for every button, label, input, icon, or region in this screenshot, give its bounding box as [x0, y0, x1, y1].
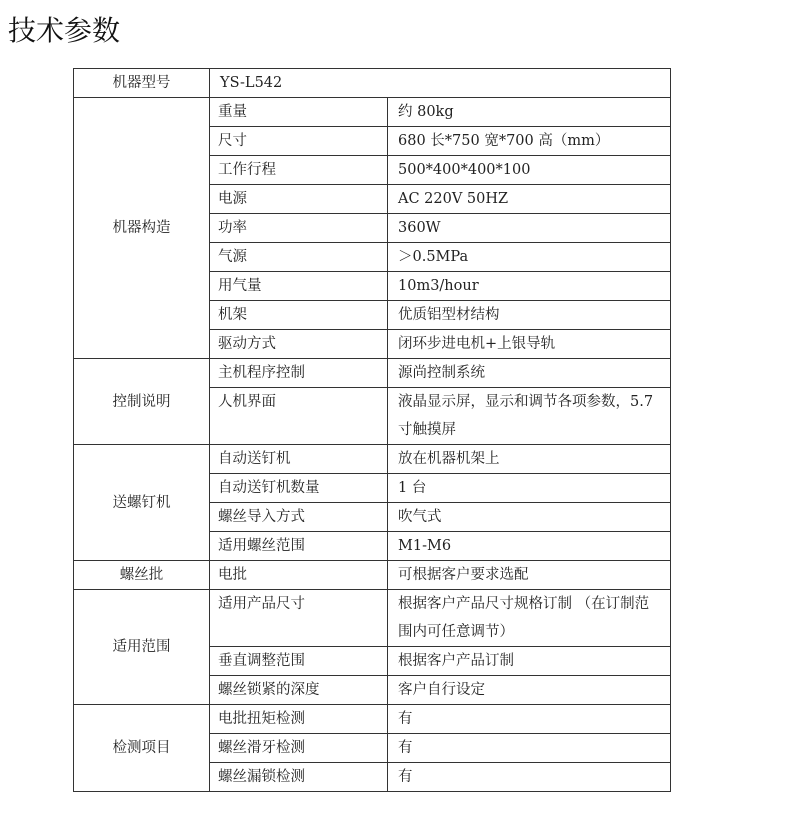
model-label: 机器型号	[74, 69, 210, 98]
param-value: 根据客户产品尺寸规格订制 （在订制范围内可任意调节）	[388, 590, 671, 647]
param-value: 优质铝型材结构	[388, 301, 671, 330]
param-name: 工作行程	[210, 156, 388, 185]
param-value: 可根据客户要求选配	[388, 561, 671, 590]
param-name: 用气量	[210, 272, 388, 301]
model-value: YS-L542	[210, 69, 671, 98]
table-row	[74, 705, 671, 734]
param-name: 电源	[210, 185, 388, 214]
group-label: 机器构造	[74, 98, 210, 359]
param-value: M1-M6	[388, 532, 671, 561]
table-row	[74, 445, 671, 474]
param-name: 螺丝锁紧的深度	[210, 676, 388, 705]
table-row	[74, 590, 671, 647]
param-value: 客户自行设定	[388, 676, 671, 705]
spec-table	[73, 68, 671, 792]
param-value: 放在机器机架上	[388, 445, 671, 474]
param-name: 气源	[210, 243, 388, 272]
param-name: 自动送钉机数量	[210, 474, 388, 503]
group-label: 送螺钉机	[74, 445, 210, 561]
param-value: 根据客户产品订制	[388, 647, 671, 676]
param-value: 1 台	[388, 474, 671, 503]
param-name: 电批扭矩检测	[210, 705, 388, 734]
group-label: 螺丝批	[74, 561, 210, 590]
param-value: 500*400*400*100	[388, 156, 671, 185]
param-value: 有	[388, 705, 671, 734]
param-name: 适用螺丝范围	[210, 532, 388, 561]
param-value: 源尚控制系统	[388, 359, 671, 388]
group-label: 检测项目	[74, 705, 210, 792]
param-name: 尺寸	[210, 127, 388, 156]
param-name: 垂直调整范围	[210, 647, 388, 676]
param-name: 机架	[210, 301, 388, 330]
page-title: 技术参数	[8, 14, 121, 47]
param-name: 重量	[210, 98, 388, 127]
param-name: 适用产品尺寸	[210, 590, 388, 647]
param-value: 10m3/hour	[388, 272, 671, 301]
param-name: 自动送钉机	[210, 445, 388, 474]
param-name: 主机程序控制	[210, 359, 388, 388]
param-name: 功率	[210, 214, 388, 243]
param-name: 驱动方式	[210, 330, 388, 359]
group-label: 控制说明	[74, 359, 210, 445]
param-value: 吹气式	[388, 503, 671, 532]
param-value: 360W	[388, 214, 671, 243]
table-row	[74, 561, 671, 590]
param-name: 螺丝滑牙检测	[210, 734, 388, 763]
table-row	[74, 69, 671, 98]
param-value: 有	[388, 763, 671, 792]
table-row	[74, 98, 671, 127]
param-value: 闭环步进电机+上银导轨	[388, 330, 671, 359]
param-value: 有	[388, 734, 671, 763]
param-name: 人机界面	[210, 388, 388, 445]
param-value: AC 220V 50HZ	[388, 185, 671, 214]
table-row	[74, 359, 671, 388]
param-value: ＞0.5MPa	[388, 243, 671, 272]
group-label: 适用范围	[74, 590, 210, 705]
param-value: 680 长*750 宽*700 高（mm）	[388, 127, 671, 156]
param-value: 液晶显示屏，显示和调节各项参数，5.7 寸触摸屏	[388, 388, 671, 445]
param-name: 螺丝导入方式	[210, 503, 388, 532]
param-value: 约 80kg	[388, 98, 671, 127]
param-name: 电批	[210, 561, 388, 590]
param-name: 螺丝漏锁检测	[210, 763, 388, 792]
